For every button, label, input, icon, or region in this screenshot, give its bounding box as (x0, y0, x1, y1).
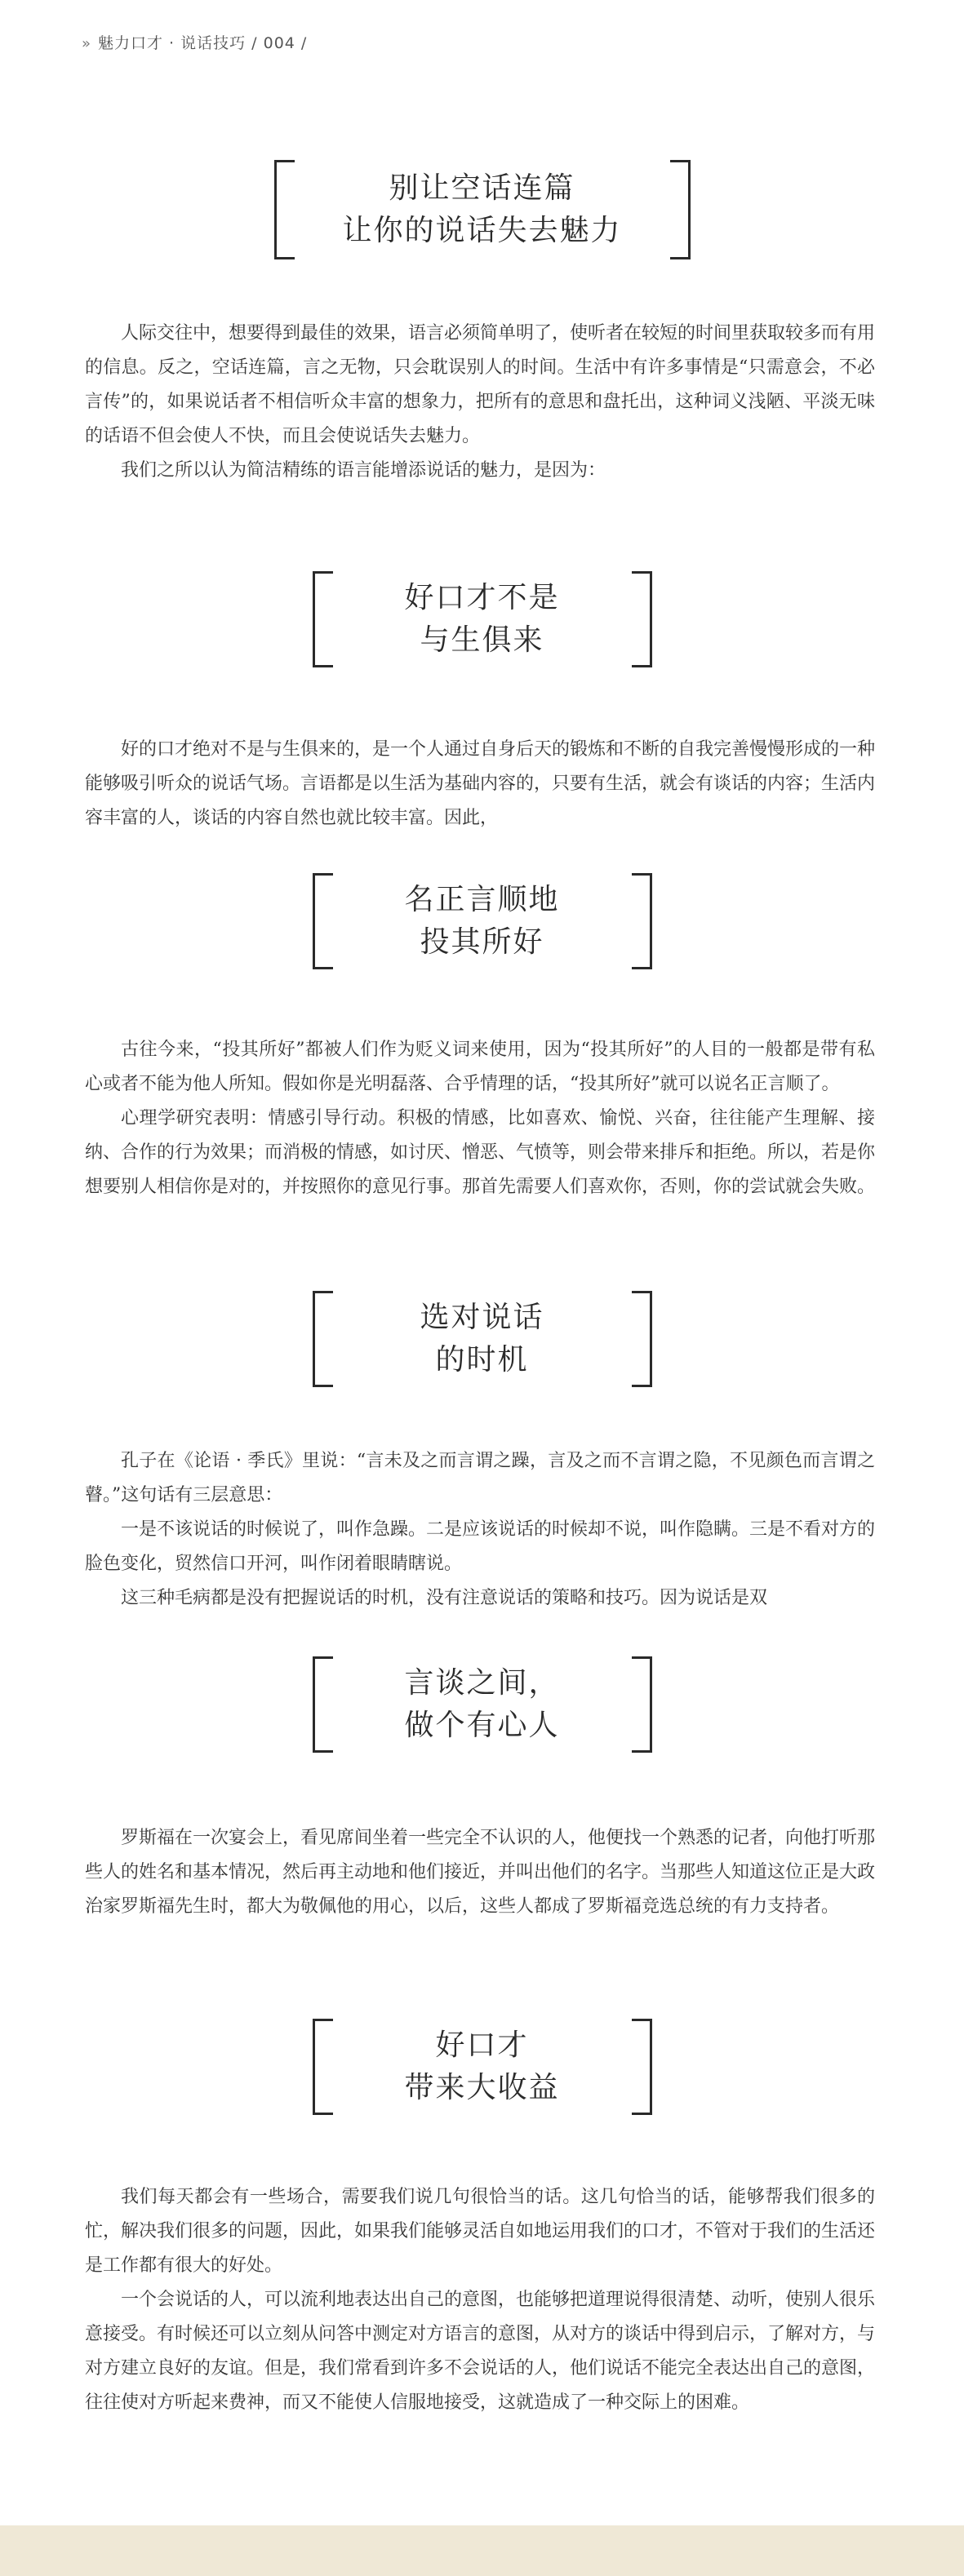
section-heading-2 (0, 571, 964, 667)
section-body-1 (85, 317, 875, 488)
paragraph: 我们之所以认为简洁精练的语言能增添说话的魅力，是因为： (121, 460, 606, 481)
section-heading-6 (0, 2019, 964, 2115)
heading-line: 带来大收益 (404, 2071, 560, 2104)
heading-line: 言谈之间， (404, 1666, 560, 1700)
heading-line: 别让空话连篇 (389, 171, 575, 205)
paragraph: 古往今来，“投其所好”都被人们作为贬义词来使用，因为“投其所好”的人目的一般都是带有私心或者不能为他人所知。假如你是光明磊落、合乎情理的话，“投其所好”就可以说名正言顺了。 (85, 1040, 875, 1094)
section-body-4 (85, 1444, 875, 1616)
section-heading-5 (0, 1656, 964, 1753)
paragraph: 一个会说话的人，可以流利地表达出自己的意图，也能够把道理说得很清楚、动听，使别人很乐意接受。有时候还可以立刻从问答中测定对方语言的意图，从对方的谈话中得到启示，了解对方，与对方建立良好的友谊。但是，我们常看到许多不会说话的人，他们说话不能完全表达出自己的意图，往往使对方听起来费神，而又不能使人信服地接受，这就造成了一种交际上的困难。 (85, 2290, 876, 2413)
double-chevron-right-icon: » (82, 35, 92, 52)
paragraph: 我们每天都会有一些场合，需要我们说几句很恰当的话。这几句恰当的话，能够帮我们很多的忙，解决我们很多的问题，因此，如果我们能够灵活自如地运用我们的口才，不管对于我们的生活还是工作都有很大的好处。 (85, 2187, 876, 2276)
paragraph: 孔子在《论语 · 季氏》里说：“言未及之而言谓之躁，言及之而不言谓之隐，不见颜色而言谓之瞽。”这句话有三层意思： (85, 1451, 875, 1505)
section-heading-1 (0, 160, 964, 259)
heading-line: 的时机 (435, 1343, 529, 1377)
heading-line: 投其所好 (420, 925, 544, 959)
section-heading-3 (0, 873, 964, 969)
footer-decoration (0, 2525, 964, 2576)
breadcrumb-text: 魅力口才 · 说话技巧 / 004 / (98, 34, 308, 52)
heading-line: 与生俱来 (420, 623, 544, 657)
section-body-5 (85, 1821, 875, 1924)
heading-line: 让你的说话失去魅力 (342, 214, 622, 247)
heading-line: 名正言顺地 (404, 883, 560, 916)
heading-line: 选对说话 (420, 1301, 544, 1334)
breadcrumb (82, 31, 307, 53)
section-heading-4 (0, 1291, 964, 1387)
paragraph: 好的口才绝对不是与生俱来的，是一个人通过自身后天的锻炼和不断的自我完善慢慢形成的一种能够吸引听众的说话气场。言语都是以生活为基础内容的，只要有生活，就会有谈话的内容；生活内容丰富的人，谈话的内容自然也就比较丰富。因此， (85, 739, 876, 828)
section-body-6 (85, 2180, 875, 2420)
section-body-3 (85, 1033, 875, 1204)
heading-line: 做个有心人 (404, 1709, 560, 1742)
paragraph: 人际交往中，想要得到最佳的效果，语言必须简单明了，使听者在较短的时间里获取较多而有用的信息。反之，空话连篇，言之无物，只会耽误别人的时间。生活中有许多事情是“只需意会，不必言传”的，如果说话者不相信听众丰富的想象力，把所有的意思和盘托出，这种词义浅陋、平淡无味的话语不但会使人不快，而且会使说话失去魅力。 (85, 323, 876, 446)
paragraph: 这三种毛病都是没有把握说话的时机，没有注意说话的策略和技巧。因为说话是双 (121, 1588, 768, 1608)
paragraph: 罗斯福在一次宴会上，看见席间坐着一些完全不认识的人，他便找一个熟悉的记者，向他打听那些人的姓名和基本情况，然后再主动地和他们接近，并叫出他们的名字。当那些人知道这位正是大政治家罗斯福先生时，都大为敬佩他的用心，以后，这些人都成了罗斯福竞选总统的有力支持者。 (85, 1828, 876, 1917)
heading-line: 好口才 (435, 2028, 529, 2062)
paragraph: 心理学研究表明：情感引导行动。积极的情感，比如喜欢、愉悦、兴奋，往往能产生理解、接纳、合作的行为效果；而消极的情感，如讨厌、憎恶、气愤等，则会带来排斥和拒绝。所以，若是你想要别人相信你是对的，并按照你的意见行事。那首先需要人们喜欢你，否则，你的尝试就会失败。 (85, 1108, 876, 1197)
section-body-2 (85, 733, 875, 836)
heading-line: 好口才不是 (404, 581, 560, 614)
paragraph: 一是不该说话的时候说了，叫作急躁。二是应该说话的时候却不说，叫作隐瞒。三是不看对方的脸色变化，贸然信口开河，叫作闭着眼睛瞎说。 (85, 1519, 876, 1574)
